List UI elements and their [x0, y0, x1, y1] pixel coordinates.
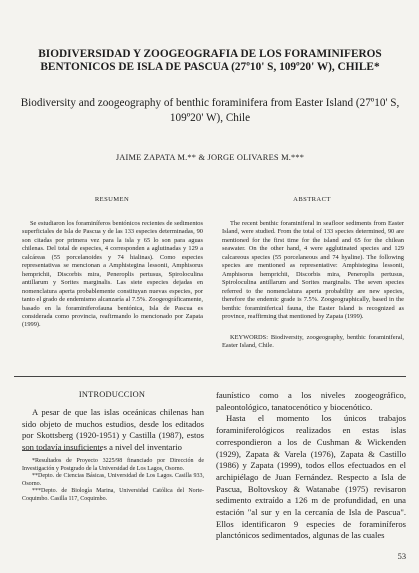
footnote-3: ***Depto. de Biología Marina, Universidad Católica del Norte-Coquimbo. Casilla 117, Coquimbo.	[22, 488, 204, 502]
resumen-heading: RESUMEN	[94, 196, 130, 203]
abstract-text: The recent benthic foraminiferal in seafloor sediments from Easter Island, were studied. From the total of 133 species determined, 90 are mentioned for the first time for the island and 65 for the chilean seawater. On the other hand, 4 were agglutinated species and 129 calcareous species (55 porcelaneous and 74 hyaline). The following species are mentioned as representative: Amphistegina lessonii, Amphisorus hemprichii, Discorbis mira, Peneroplis pertusus, Spiroloculina antillarum and Sorites marginalis. The seven species referred to the nomenclatura aperta probability are new species, therefore the endemic grade is 7.5%. Zoogeographically, based in the benthic foraminiferical fauna, the Easter Island is recognized as province, reaffirming that mentioned by Zapata (1999).	[222, 220, 404, 320]
authors: JAIME ZAPATA M.** & JORGE OLIVARES M.***	[115, 153, 305, 162]
footnote-1: *Resultados de Proyecto 3225/98 financiado por Dirección de Investigación y Postgrado de la Universidad de Los Lagos, Osorno.	[22, 458, 204, 472]
section-divider	[14, 376, 406, 377]
introduction-paragraph-2: Hasta el momento los únicos trabajos foraminiferológicos realizados en estas islas correspondieron a los de Cushman & Wickenden (1929), Zapata & Varela (1976), Zapata & Castillo (1986) y Zapata (1999), todos ellos efectuados en el archipiélago de Juan Fernández. Respecto a Isla de Pascua, Boltovskoy & Watanabe (1975) revisaron sedimento extraído a 126 m de profundidad, en una estación "al sur y en la cercanía de Isla de Pascua". Ellos identificaron 9 especies de foraminíferos planctónicos sedimentados, algunas de las cuales	[216, 413, 406, 541]
title-spanish: BIODIVERSIDAD Y ZOOGEOGRAFIA DE LOS FORAMINIFEROS BENTONICOS DE ISLA DE PASCUA (27º10' S, 109º20' W), CHILE*	[38, 48, 382, 73]
introduction-heading: INTRODUCCION	[78, 390, 146, 399]
footnote-rule	[22, 450, 102, 451]
resumen-text: Se estudiaron los foraminíferos bentónicos recientes de sedimentos superficiales de Isla de Pascua y de las 133 especies determinadas, 90 son citadas por primera vez para la isla y 65 lo son para aguas chilenas. Del total de especies, 4 corresponden a aglutinadas y 129 a calcáreas (55 porcelanoides y 74 hialinas). Como especies representativas se mencionan a Amphistegina lessonii, Amphisorus hemprichii, Discorbis mira, Peneroplis pertusus, Spiroloculina antillarum y Sorites marginalis. Las siete especies dejadas en nomenclatura aperta probablemente constituyan nuevas especies, por tanto el grado de endemismo alcanzaría al 7.5%. Zoogeográficamente, basado en la foraminiferofauna bentónica, Isla de Pascua es considerada como provincia, reafirmando lo mencionado por Zapata (1999).	[22, 220, 203, 329]
footnote-2: **Depto. de Ciencias Básicas, Universidad de Los Lagos. Casilla 933, Osorno.	[22, 473, 204, 487]
introduction-paragraph-1: A pesar de que las islas oceánicas chilenas han sido objeto de muchos estudios, desde los editados por Skottsberg (1920-1951) y Castilla (1987), estos son todavía insuficientes a nivel del inventario	[22, 407, 204, 453]
keywords: KEYWORDS: Biodiversity, zoogeography, benthic foraminiferal, Easter Island, Chile.	[222, 334, 404, 350]
footnotes	[22, 458, 204, 504]
title-english: Biodiversity and zoogeography of benthic foraminifera from Easter Island (27º10' S, 109º20' W), Chile	[20, 97, 400, 124]
introduction-paragraph-1-continued: faunístico como a los niveles zoogeográfico, paleontológico, tanatocenótico y biocenótico.	[216, 390, 406, 412]
abstract-heading: ABSTRACT	[293, 196, 331, 203]
page-number: 53	[397, 552, 406, 561]
right-column-text	[216, 390, 406, 542]
